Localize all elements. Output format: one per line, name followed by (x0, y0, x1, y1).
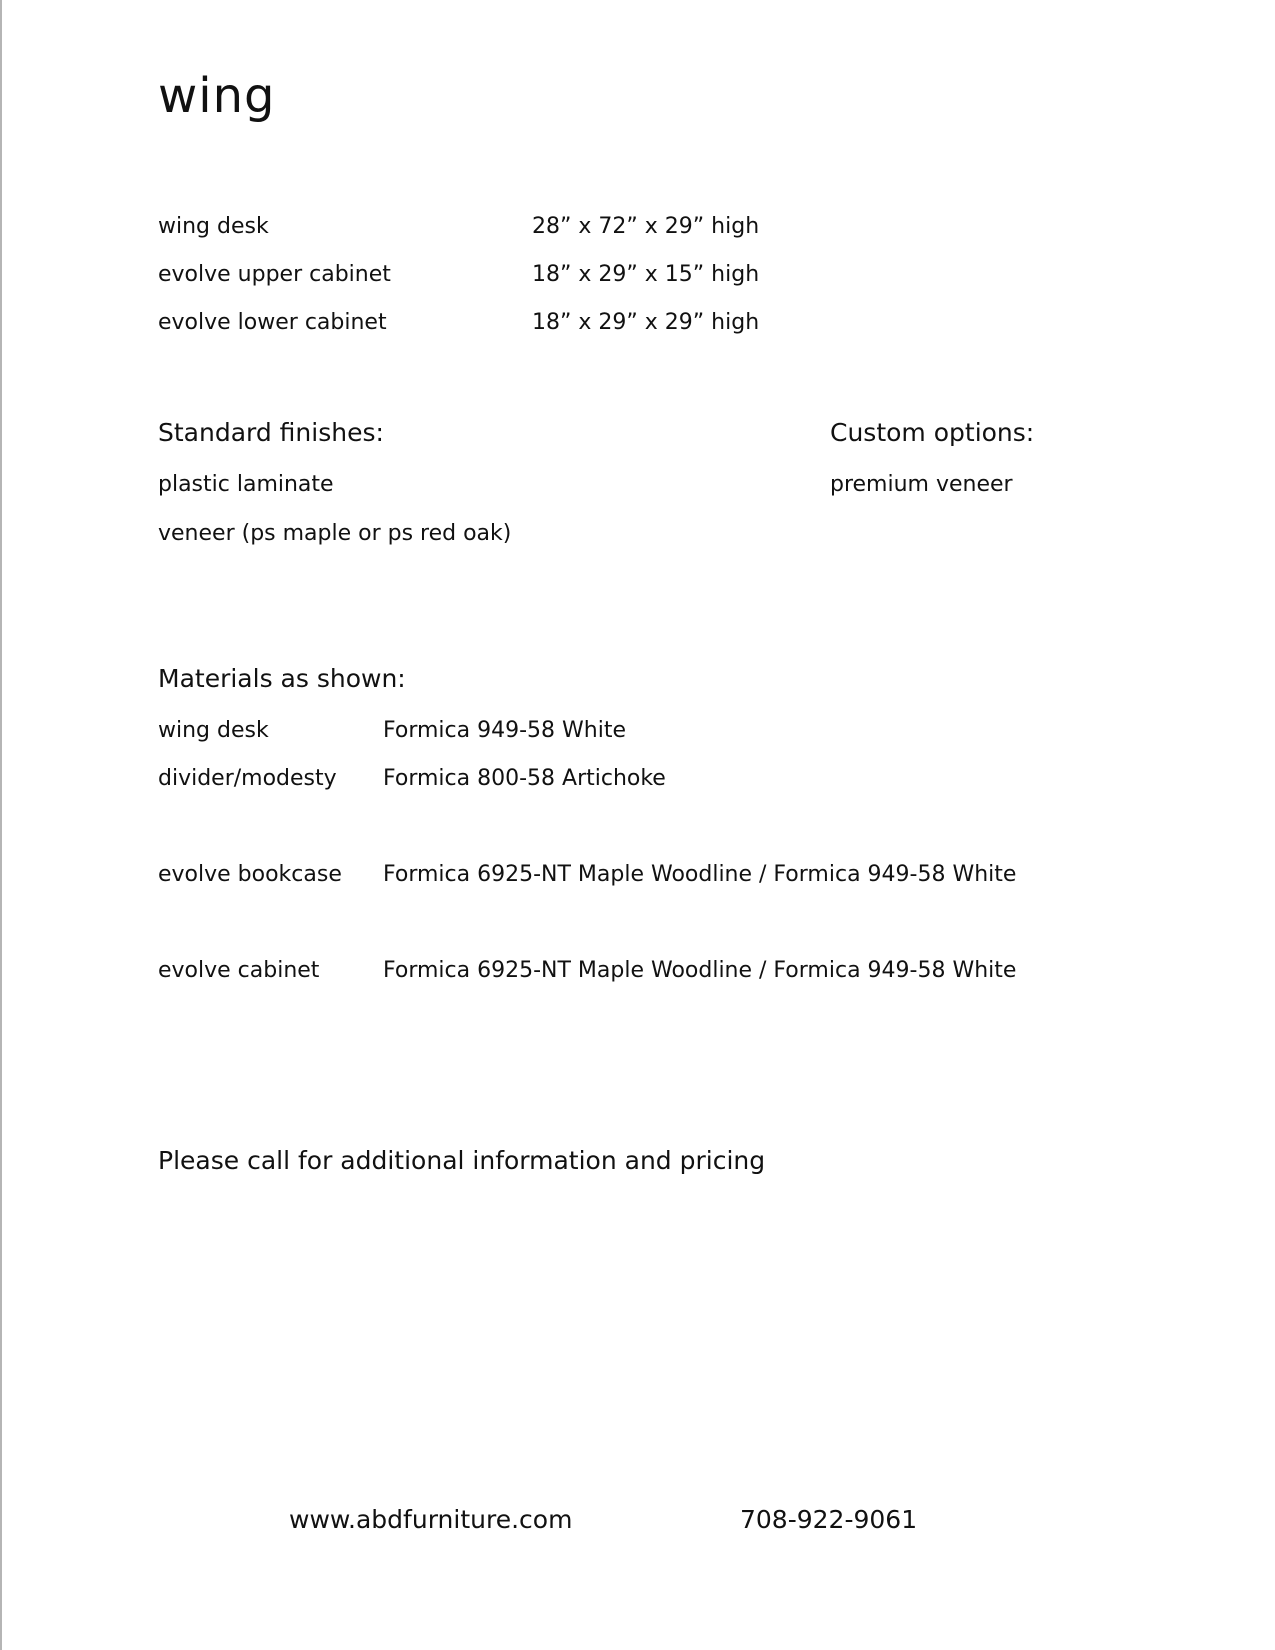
dimension-item-name: wing desk (158, 214, 269, 239)
standard-finishes-heading: Standard finishes: (158, 418, 384, 447)
custom-option-item: premium veneer (830, 472, 1013, 497)
phone-number: 708-922-9061 (740, 1505, 918, 1534)
material-item-name: evolve cabinet (158, 958, 320, 983)
material-item-value: Formica 6925-NT Maple Woodline / Formica 949-58 White (383, 862, 1017, 887)
material-item-value: Formica 6925-NT Maple Woodline / Formica 949-58 White (383, 958, 1017, 983)
dimension-item-size: 18” x 29” x 29” high (532, 310, 760, 335)
material-item-value: Formica 800-58 Artichoke (383, 766, 666, 791)
page-title: wing (158, 68, 276, 124)
custom-options-heading: Custom options: (830, 418, 1035, 447)
call-note: Please call for additional information and pricing (158, 1146, 766, 1175)
dimension-item-name: evolve upper cabinet (158, 262, 391, 287)
material-item-name: divider/modesty (158, 766, 337, 791)
dimension-item-size: 18” x 29” x 15” high (532, 262, 760, 287)
standard-finish-item: veneer (ps maple or ps red oak) (158, 521, 512, 546)
page-left-border (0, 0, 2, 1650)
material-item-value: Formica 949-58 White (383, 718, 626, 743)
dimension-item-size: 28” x 72” x 29” high (532, 214, 760, 239)
materials-heading: Materials as shown: (158, 664, 406, 693)
dimension-item-name: evolve lower cabinet (158, 310, 387, 335)
material-item-name: wing desk (158, 718, 269, 743)
standard-finish-item: plastic laminate (158, 472, 334, 497)
website-link[interactable]: www.abdfurniture.com (289, 1505, 573, 1534)
material-item-name: evolve bookcase (158, 862, 342, 887)
